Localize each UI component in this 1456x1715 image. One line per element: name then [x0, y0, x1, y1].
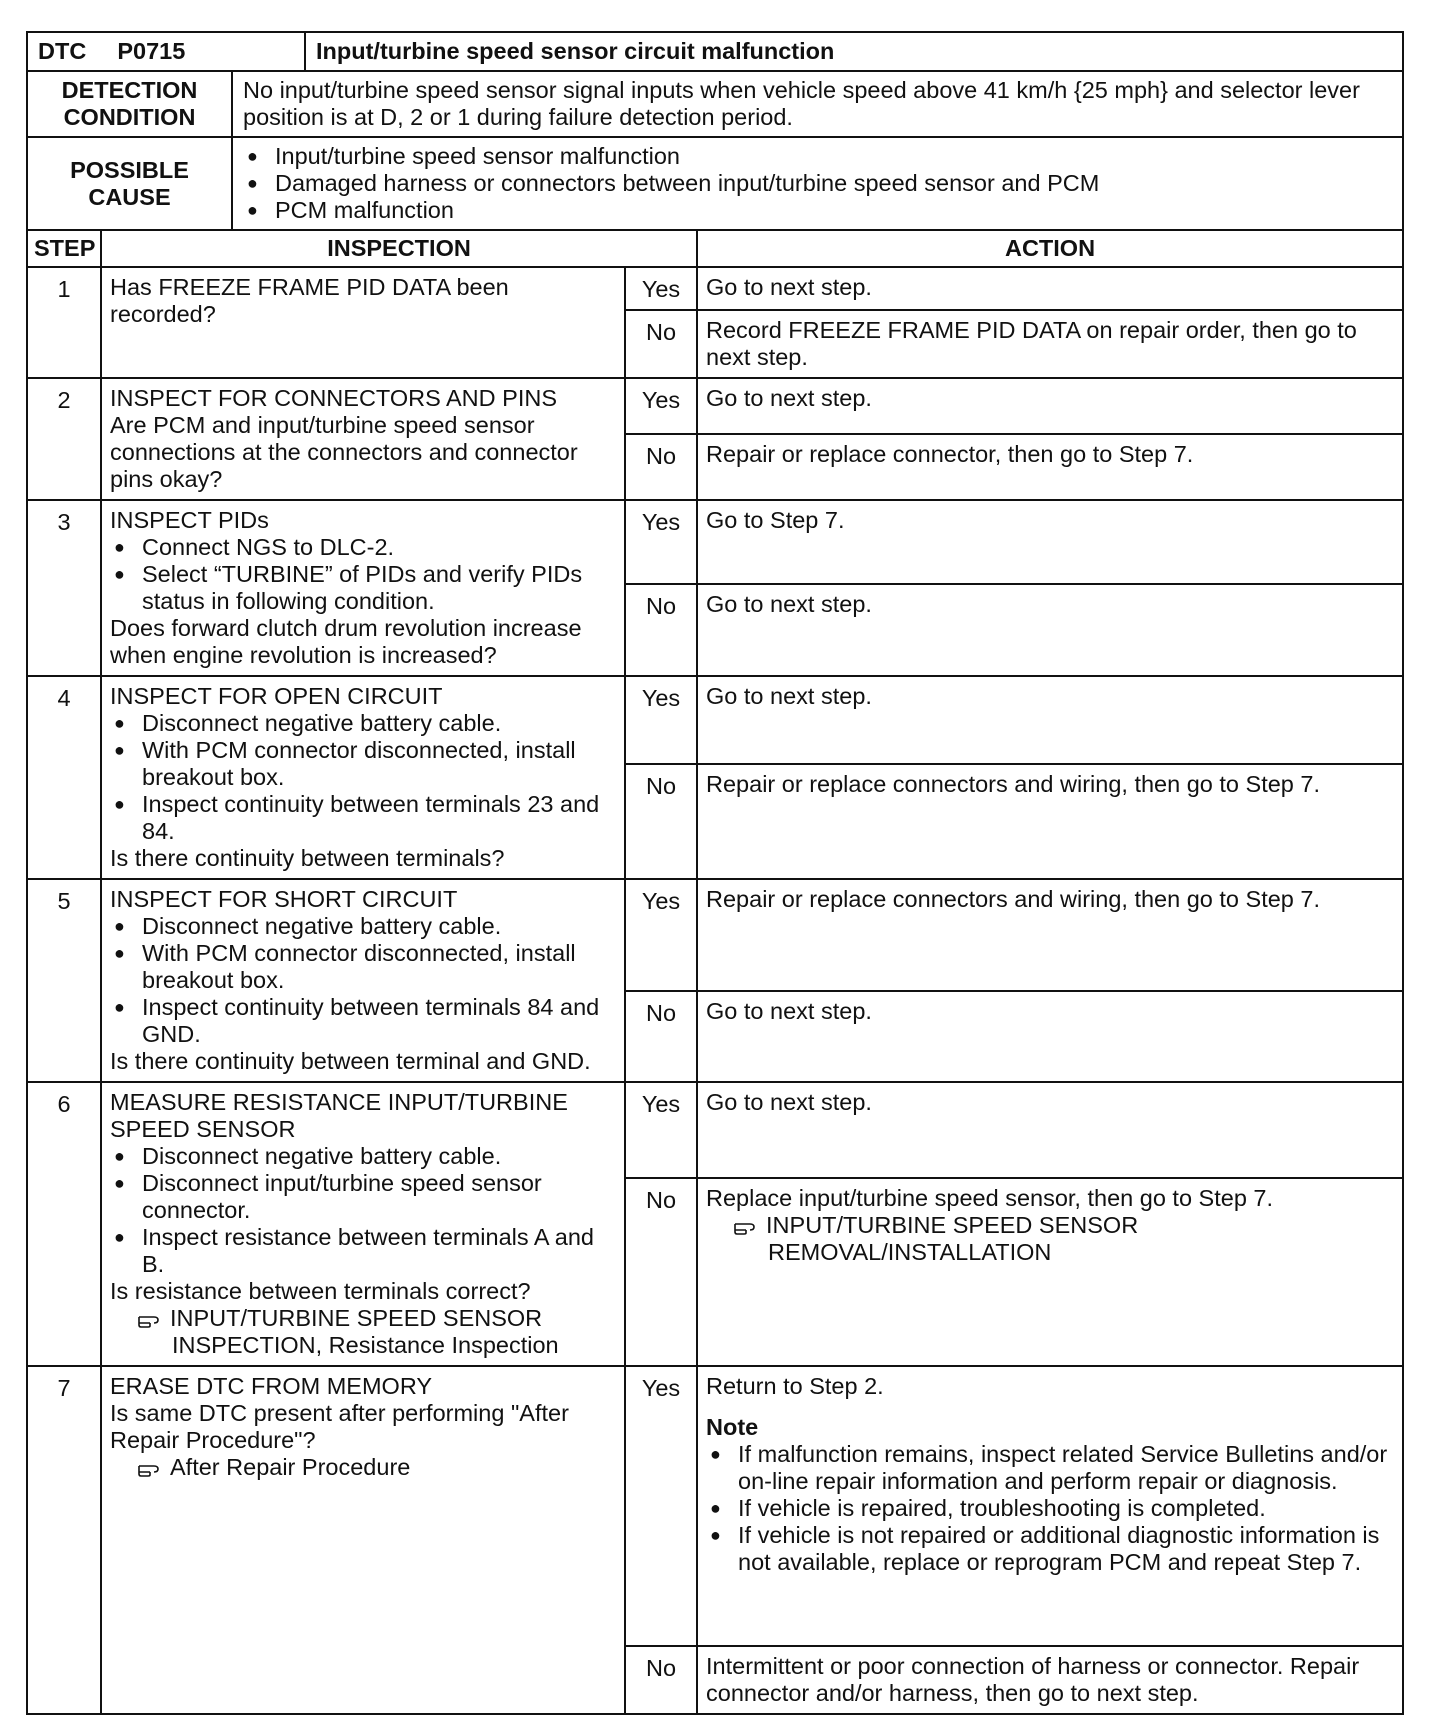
step-inspection	[101, 267, 625, 378]
step-title: MEASURE RESISTANCE INPUT/TURBINE SPEED SENSOR	[110, 1089, 568, 1142]
yes-label: Yes	[625, 1366, 697, 1646]
detection-label	[27, 71, 232, 137]
cause-row	[27, 137, 1403, 230]
step-title: INSPECT FOR OPEN CIRCUIT	[110, 683, 443, 709]
step-inspection	[101, 500, 625, 676]
dtc-code: P0715	[117, 38, 186, 64]
step-number: 5	[27, 879, 101, 1082]
step-inspection	[101, 676, 625, 879]
no-label: No	[625, 1178, 697, 1366]
steps-table	[26, 229, 1404, 1715]
dtc-code-cell	[27, 32, 305, 71]
step-bullets	[110, 1143, 616, 1278]
step-number: 1	[27, 267, 101, 378]
step-3-yes-row	[27, 500, 1403, 584]
step-number: 3	[27, 500, 101, 676]
step-bullets	[110, 913, 616, 1048]
yes-label: Yes	[625, 378, 697, 434]
cause-list-cell	[232, 137, 1403, 230]
reference-line-1: INPUT/TURBINE SPEED SENSOR	[766, 1212, 1139, 1238]
reference-line-2: INSPECTION, Resistance Inspection	[172, 1332, 559, 1358]
step-bullet: ● Disconnect negative battery cable.	[110, 1143, 616, 1170]
step-bullets	[110, 710, 616, 845]
note-title: Note	[706, 1414, 759, 1440]
yes-action: Go to next step.	[697, 378, 1403, 434]
yes-action: Go to Step 7.	[697, 500, 1403, 584]
detection-row	[27, 71, 1403, 137]
step-inspection	[101, 1366, 625, 1714]
yes-label: Yes	[625, 267, 697, 310]
step-inspection	[101, 378, 625, 500]
yes-action: Go to next step.	[697, 676, 1403, 764]
step-bullet: ● With PCM connector disconnected, install breakout box.	[110, 737, 616, 791]
yes-label: Yes	[625, 879, 697, 991]
no-action: Repair or replace connectors and wiring, then go to Step 7.	[697, 764, 1403, 879]
step-reference	[110, 1305, 616, 1359]
note-list	[706, 1441, 1394, 1576]
no-action: Record FREEZE FRAME PID DATA on repair order, then go to next step.	[697, 310, 1403, 378]
step-title: INSPECT FOR SHORT CIRCUIT	[110, 886, 458, 912]
step-question: Has FREEZE FRAME PID DATA been recorded?	[110, 274, 509, 327]
step-title: INSPECT FOR CONNECTORS AND PINS	[110, 385, 558, 411]
step-4-yes-row	[27, 676, 1403, 764]
step-6-yes-row	[27, 1082, 1403, 1178]
step-bullet: ● Select “TURBINE” of PIDs and verify PIDs status in following condition.	[110, 561, 616, 615]
cause-label-line1: POSSIBLE	[70, 156, 189, 183]
yes-action: Return to Step 2.	[706, 1373, 884, 1399]
yes-label: Yes	[625, 676, 697, 764]
no-label: No	[625, 764, 697, 879]
step-question: Are PCM and input/turbine speed sensor connections at the connectors and connector pins okay?	[110, 412, 578, 492]
step-inspection	[101, 1082, 625, 1366]
no-action: Go to next step.	[697, 991, 1403, 1082]
yes-label: Yes	[625, 1082, 697, 1178]
pointing-hand-icon	[138, 1312, 164, 1328]
no-label: No	[625, 991, 697, 1082]
step-7-yes-row	[27, 1366, 1403, 1646]
cause-item: ● PCM malfunction	[243, 197, 1392, 224]
dtc-header-table	[26, 31, 1404, 72]
step-question: Is there continuity between terminal and GND.	[110, 1048, 591, 1074]
no-action-reference	[706, 1212, 1394, 1266]
yes-action: Go to next step.	[697, 1082, 1403, 1178]
no-label: No	[625, 584, 697, 676]
step-question: Is there continuity between terminals?	[110, 845, 505, 871]
step-bullet: ● Inspect continuity between terminals 23 and 84.	[110, 791, 616, 845]
step-bullet: ● Inspect resistance between terminals A and B.	[110, 1224, 616, 1278]
no-label: No	[625, 310, 697, 378]
condition-table	[26, 70, 1404, 231]
step-bullet: ● Disconnect negative battery cable.	[110, 710, 616, 737]
inspection-column-header: INSPECTION	[101, 230, 697, 267]
step-5-yes-row	[27, 879, 1403, 991]
step-question: Is same DTC present after performing "After Repair Procedure"?	[110, 1400, 569, 1453]
no-action: Repair or replace connector, then go to Step 7.	[697, 434, 1403, 500]
dtc-document	[26, 31, 1404, 1715]
yes-label: Yes	[625, 500, 697, 584]
step-number: 6	[27, 1082, 101, 1366]
reference-line-1: INPUT/TURBINE SPEED SENSOR	[170, 1305, 543, 1331]
reference-line-1: After Repair Procedure	[170, 1454, 411, 1480]
step-number: 2	[27, 378, 101, 500]
yes-action: Go to next step.	[697, 267, 1403, 310]
cause-label	[27, 137, 232, 230]
dtc-title: Input/turbine speed sensor circuit malfunction	[305, 32, 1403, 71]
pointing-hand-icon	[138, 1461, 164, 1477]
step-title: ERASE DTC FROM MEMORY	[110, 1373, 433, 1399]
yes-action-cell	[697, 1366, 1403, 1646]
step-bullet: ● With PCM connector disconnected, install breakout box.	[110, 940, 616, 994]
dtc-label: DTC	[38, 38, 87, 64]
pointing-hand-icon	[734, 1219, 760, 1235]
no-label: No	[625, 434, 697, 500]
step-number: 4	[27, 676, 101, 879]
reference-line-2: REMOVAL/INSTALLATION	[768, 1239, 1052, 1265]
step-number: 7	[27, 1366, 101, 1714]
detection-text: No input/turbine speed sensor signal inputs when vehicle speed above 41 km/h {25 mph} and selector lever position is at D, 2 or 1 during failure detection period.	[232, 71, 1403, 137]
action-column-header: ACTION	[697, 230, 1403, 267]
step-question: Does forward clutch drum revolution increase when engine revolution is increased?	[110, 615, 582, 668]
step-bullet: ● Disconnect input/turbine speed sensor connector.	[110, 1170, 616, 1224]
step-question: Is resistance between terminals correct?	[110, 1278, 531, 1304]
cause-item: ● Damaged harness or connectors between input/turbine speed sensor and PCM	[243, 170, 1392, 197]
step-inspection	[101, 879, 625, 1082]
no-action: Go to next step.	[697, 584, 1403, 676]
no-action-cell	[697, 1178, 1403, 1366]
cause-item: ● Input/turbine speed sensor malfunction	[243, 143, 1392, 170]
no-action: Intermittent or poor connection of harness or connector. Repair connector and/or harness, then go to next step.	[697, 1646, 1403, 1714]
step-reference	[110, 1454, 616, 1481]
yes-action: Repair or replace connectors and wiring, then go to Step 7.	[697, 879, 1403, 991]
step-bullet: ● Inspect continuity between terminals 84 and GND.	[110, 994, 616, 1048]
note-item: ● If vehicle is repaired, troubleshooting is completed.	[706, 1495, 1394, 1522]
step-bullet: ● Connect NGS to DLC-2.	[110, 534, 616, 561]
detection-label-line2: CONDITION	[63, 104, 196, 130]
note-item: ● If vehicle is not repaired or additional diagnostic information is not available, replace or reprogram PCM and repeat Step 7.	[706, 1522, 1394, 1576]
no-action: Replace input/turbine speed sensor, then go to Step 7.	[706, 1185, 1274, 1211]
detection-label-line1: DETECTION	[61, 77, 198, 103]
note-item: ● If malfunction remains, inspect related Service Bulletins and/or on-line repair information and perform repair or diagnosis.	[706, 1441, 1394, 1495]
cause-label-line2: CAUSE	[88, 183, 171, 210]
step-1-yes-row	[27, 267, 1403, 310]
no-label: No	[625, 1646, 697, 1714]
step-column-header: STEP	[27, 230, 101, 267]
step-bullets	[110, 534, 616, 615]
step-bullet: ● Disconnect negative battery cable.	[110, 913, 616, 940]
column-header-row	[27, 230, 1403, 267]
dtc-row	[27, 32, 1403, 71]
step-title: INSPECT PIDs	[110, 507, 269, 533]
step-2-yes-row	[27, 378, 1403, 434]
cause-list	[243, 143, 1392, 224]
